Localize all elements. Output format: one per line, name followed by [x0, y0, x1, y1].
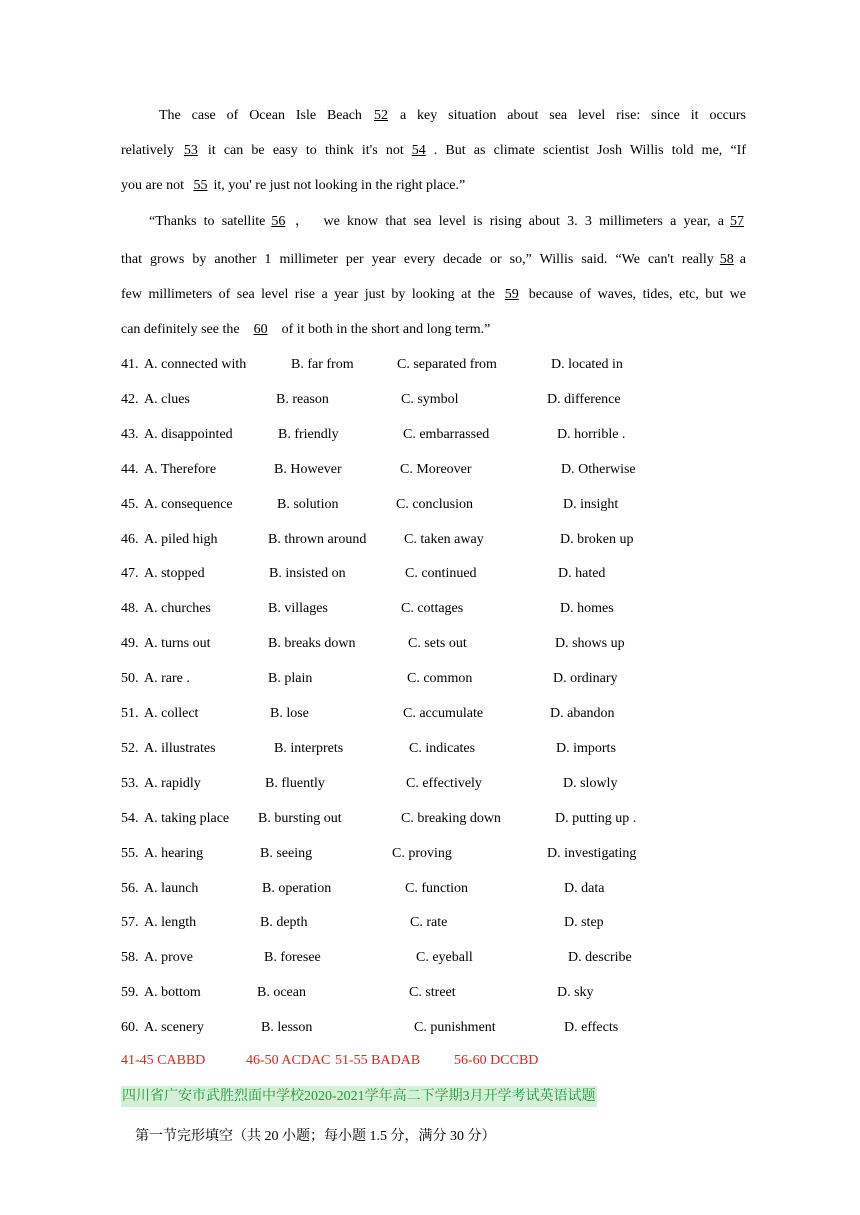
option-c: C. eyeball — [416, 950, 473, 966]
option-a: A. rapidly — [144, 775, 201, 791]
passage-text: it, you' re just not looking in the right place.” — [213, 178, 466, 193]
option-a: A. illustrates — [144, 740, 216, 756]
passage-text: a — [739, 252, 746, 267]
option-c: C. taken away — [404, 531, 484, 547]
option-d: D. describe — [568, 950, 632, 966]
question-number: 45. — [121, 496, 139, 512]
option-d: D. imports — [556, 740, 616, 756]
question-row — [121, 775, 761, 793]
option-a: A. collect — [144, 706, 199, 721]
passage-line — [121, 321, 746, 339]
option-b: B. operation — [262, 880, 332, 896]
option-d: D. slowly — [563, 775, 618, 791]
option-c: C. breaking down — [401, 810, 501, 826]
option-b: B. villages — [268, 601, 328, 617]
question-row — [121, 670, 761, 688]
question-number: 49. — [121, 636, 139, 652]
blank-55: 55 — [193, 178, 208, 193]
option-c: C. effectively — [406, 775, 482, 791]
option-d: D. horrible . — [557, 426, 626, 442]
question-number: 59. — [121, 985, 139, 1001]
option-a: A. clues — [144, 391, 190, 407]
blank-56: 56 — [271, 214, 286, 229]
passage-text: “Thanks to satellite — [149, 214, 266, 229]
question-row — [121, 600, 761, 618]
option-d: D. investigating — [547, 845, 637, 861]
question-number: 55. — [121, 845, 139, 861]
question-row — [121, 635, 761, 653]
option-b: B. bursting out — [258, 810, 342, 826]
option-d: D. data — [564, 880, 605, 896]
source-title: 四川省广安市武胜烈面中学校2020-2021学年高二下学期3月开学考试英语试题 — [121, 1086, 597, 1107]
option-d: D. located in — [551, 357, 623, 372]
passage-line — [121, 177, 746, 195]
passage-text: The case of Ocean Isle Beach — [159, 108, 362, 123]
option-d: D. effects — [564, 1020, 619, 1036]
option-d: D. putting up . — [555, 810, 637, 826]
option-a: A. piled high — [144, 531, 218, 547]
option-b: B. breaks down — [268, 636, 356, 652]
passage-text: can definitely see the — [121, 322, 240, 337]
option-a: A. launch — [144, 880, 199, 896]
option-c: C. indicates — [409, 740, 476, 756]
option-c: C. symbol — [401, 391, 459, 407]
passage-text: . But as climate scientist Josh Willis told me, “If — [433, 143, 746, 158]
section-heading: 第一节完形填空（共 20 小题；每小题 1.5 分，满分 30 分） — [135, 1129, 496, 1144]
option-d: D. hated — [558, 566, 606, 582]
blank-58: 58 — [719, 252, 734, 267]
blank-52: 52 — [373, 108, 388, 123]
question-number: 51. — [121, 706, 139, 721]
option-a: A. bottom — [144, 985, 201, 1001]
passage-text: few millimeters of sea level rise a year just by looking at the — [121, 287, 495, 302]
passage-text: a key situation about sea level rise: since it occurs — [399, 108, 746, 123]
question-row — [121, 740, 761, 758]
question-number: 48. — [121, 601, 139, 617]
option-d: D. abandon — [550, 706, 615, 721]
passage-text: of it both in the short and long term.” — [281, 322, 491, 337]
blank-57: 57 — [730, 214, 744, 229]
question-row — [121, 1019, 761, 1037]
question-number: 58. — [121, 950, 139, 966]
answer-group: 56-60 DCCBD — [454, 1053, 539, 1068]
option-b: B. However — [274, 461, 342, 477]
option-b: B. far from — [291, 357, 354, 372]
blank-53: 53 — [183, 143, 198, 158]
blank-59: 59 — [504, 287, 519, 302]
option-b: B. thrown around — [268, 531, 367, 547]
question-row — [121, 984, 761, 1002]
option-b: B. solution — [277, 496, 339, 512]
option-a: A. churches — [144, 601, 211, 617]
option-b: B. friendly — [278, 426, 339, 442]
option-a: A. rare . — [144, 671, 190, 687]
option-c: C. accumulate — [403, 706, 484, 721]
option-c: C. separated from — [397, 357, 497, 372]
answer-group: 51-55 BADAB — [335, 1053, 421, 1068]
option-d: D. Otherwise — [561, 461, 636, 477]
option-b: B. seeing — [260, 845, 313, 861]
option-d: D. difference — [547, 391, 621, 407]
passage-text: that grows by another 1 millimeter per year every decade or so,” Willis said. “We can't really — [121, 252, 714, 267]
question-row — [121, 705, 761, 723]
option-c: C. cottages — [401, 601, 464, 617]
option-c: C. rate — [410, 915, 448, 931]
passage-line — [121, 286, 746, 304]
passage-text: you are not — [121, 178, 184, 193]
option-a: A. turns out — [144, 636, 211, 652]
option-b: B. reason — [276, 391, 329, 407]
question-number: 57. — [121, 915, 139, 931]
option-d: D. step — [564, 915, 604, 931]
blank-60: 60 — [253, 322, 268, 337]
question-row — [121, 914, 761, 932]
option-b: B. fluently — [265, 775, 325, 791]
option-c: C. embarrassed — [403, 426, 490, 442]
option-a: A. Therefore — [144, 461, 217, 477]
question-row — [121, 356, 761, 374]
option-b: B. depth — [260, 915, 308, 931]
blank-54: 54 — [411, 143, 426, 158]
question-number: 44. — [121, 461, 139, 477]
question-number: 56. — [121, 880, 139, 896]
question-number: 41. — [121, 357, 139, 372]
option-c: C. street — [409, 985, 456, 1001]
option-b: B. insisted on — [269, 566, 346, 582]
question-number: 50. — [121, 671, 139, 687]
option-a: A. scenery — [144, 1020, 204, 1036]
option-a: A. stopped — [144, 566, 205, 582]
passage-text: because of waves, tides, etc, but we — [528, 287, 746, 302]
option-a: A. disappointed — [144, 426, 233, 442]
option-b: B. foresee — [264, 950, 321, 966]
passage-line — [121, 142, 746, 160]
option-b: B. lose — [270, 706, 309, 721]
question-row — [121, 496, 761, 514]
passage-text: ， we know that sea level is rising about 3. 3 millimeters a year, a — [291, 214, 724, 229]
question-row — [121, 880, 761, 898]
option-d: D. sky — [557, 985, 594, 1001]
question-number: 43. — [121, 426, 139, 442]
passage-text: relatively — [121, 143, 174, 158]
question-number: 53. — [121, 775, 139, 791]
option-d: D. ordinary — [553, 671, 618, 687]
option-a: A. prove — [144, 950, 193, 966]
question-number: 60. — [121, 1020, 139, 1036]
option-b: B. ocean — [257, 985, 306, 1001]
question-row — [121, 391, 761, 409]
option-d: D. homes — [560, 601, 614, 617]
option-d: D. broken up — [560, 531, 634, 547]
option-c: C. sets out — [408, 636, 467, 652]
option-b: B. interprets — [274, 740, 344, 756]
option-d: D. insight — [563, 496, 619, 512]
option-c: C. punishment — [414, 1020, 496, 1036]
option-a: A. consequence — [144, 496, 233, 512]
question-row — [121, 845, 761, 863]
option-c: C. proving — [392, 845, 452, 861]
question-number: 42. — [121, 391, 139, 407]
option-d: D. shows up — [555, 636, 625, 652]
question-number: 52. — [121, 740, 139, 756]
question-number: 47. — [121, 566, 139, 582]
question-row — [121, 426, 761, 444]
passage-line — [149, 213, 746, 231]
question-row — [121, 810, 761, 828]
option-c: C. common — [407, 671, 473, 687]
question-row — [121, 949, 761, 967]
option-a: A. taking place — [144, 810, 230, 826]
option-b: B. lesson — [261, 1020, 313, 1036]
option-a: A. length — [144, 915, 197, 931]
question-row — [121, 531, 761, 549]
passage-line — [159, 107, 746, 125]
passage-text: it can be easy to think it's not — [207, 143, 404, 158]
question-row — [121, 461, 761, 479]
option-a: A. connected with — [144, 357, 247, 372]
option-c: C. continued — [405, 566, 477, 582]
option-c: C. function — [405, 880, 468, 896]
question-row — [121, 565, 761, 583]
answer-group: 46-50 ACDAC — [246, 1053, 331, 1068]
option-c: C. Moreover — [400, 461, 472, 477]
question-number: 54. — [121, 810, 139, 826]
option-a: A. hearing — [144, 845, 204, 861]
passage-line — [121, 251, 746, 269]
option-c: C. conclusion — [396, 496, 473, 512]
answer-group: 41-45 CABBD — [121, 1053, 206, 1068]
option-b: B. plain — [268, 671, 313, 687]
question-number: 46. — [121, 531, 139, 547]
